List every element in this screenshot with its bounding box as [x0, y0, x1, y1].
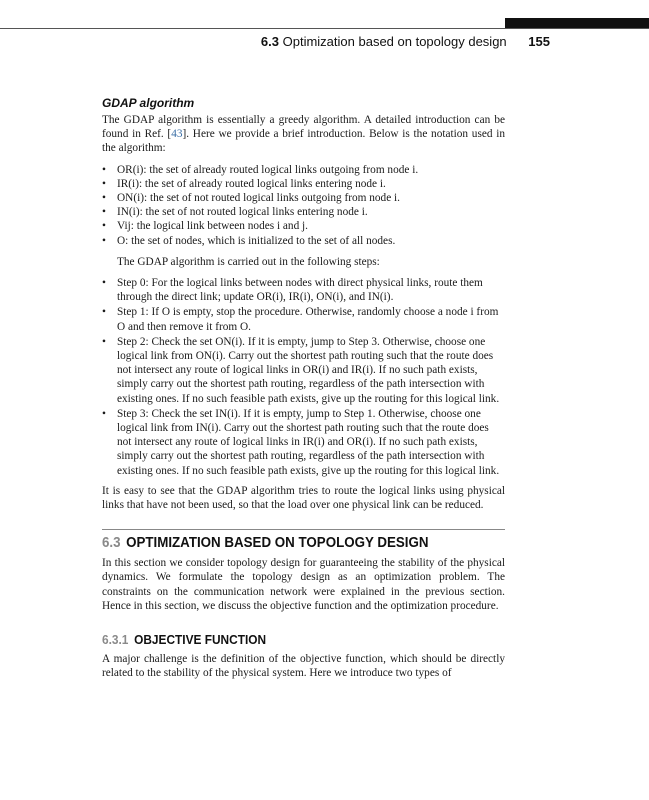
notation-item: • Vij: the logical link between nodes i and j.	[102, 219, 505, 233]
subsection-number: 6.3.1	[102, 633, 129, 648]
subsection-body: A major challenge is the definition of the objective function, which should be directly related to the stability of the physical system. Here we introduce two types of	[102, 653, 505, 680]
gdap-intro-post: ]. Here we provide a brief introduction. Below is the notation used in the algorithm:	[102, 128, 505, 155]
header-rule	[0, 28, 649, 29]
notation-item: • IN(i): the set of not routed logical links entering node i.	[102, 205, 505, 219]
steps-list	[102, 276, 505, 478]
section-number: 6.3	[102, 535, 121, 552]
section-divider	[102, 529, 505, 530]
gdap-conclusion: It is easy to see that the GDAP algorithm tries to route the logical links using physical links that have not been used, so that the load over one physical link can be reduced.	[102, 484, 505, 512]
notation-item: • IR(i): the set of already routed logical links entering node i.	[102, 177, 505, 191]
step-item: • Step 3: Check the set IN(i). If it is empty, jump to Step 1. Otherwise, choose one logical link from IN(i). Carry out the shortest path routing such that the route does not intersect any route of logical links in IR(i) and OR(i). If no such path exists, simply carry out the shortest path routing, regardless of the path intersection with existing ones. If no such feasible path exists, give up the routing for this logical link.	[102, 407, 505, 478]
running-head-title: Optimization based on topology design	[282, 34, 507, 49]
section-heading	[102, 535, 473, 551]
notation-item: • O: the set of nodes, which is initialized to the set of all nodes.	[102, 234, 505, 248]
page-number: 155	[528, 34, 550, 49]
running-head	[261, 34, 550, 49]
subsection-heading	[102, 633, 485, 647]
notation-item: • ON(i): the set of not routed logical links outgoing from node i.	[102, 191, 505, 205]
notation-item: • OR(i): the set of already routed logical links outgoing from node i.	[102, 163, 505, 177]
section-body: In this section we consider topology design for guaranteeing the stability of the physical dynamics. We formulate the topology design as an optimization problem. The constraints on the communication network were explained in the previous section. Hence in this section, we discuss the objective function and the optimization procedure.	[102, 557, 505, 612]
step-item: • Step 0: For the logical links between nodes with direct physical links, route them through the direct link; update OR(i), IR(i), ON(i), and IN(i).	[102, 276, 505, 304]
step-item: • Step 2: Check the set ON(i). If it is empty, jump to Step 3. Otherwise, choose one logical link from ON(i). Carry out the shortest path routing such that the route does not intersect any route of logical links in OR(i) and IR(i). If no such path exists, simply carry out the shortest path routing, regardless of the path intersection with existing ones. If no such feasible path exists, give up the routing for this logical link.	[102, 335, 505, 406]
running-head-section-number: 6.3	[260, 34, 279, 49]
subsection-title: OBJECTIVE FUNCTION	[134, 633, 267, 648]
section-title: OPTIMIZATION BASED ON TOPOLOGY DESIGN	[126, 535, 429, 552]
page-content	[102, 96, 505, 681]
gdap-intro	[102, 113, 505, 156]
steps-intro: The GDAP algorithm is carried out in the following steps:	[117, 255, 380, 268]
reference-link[interactable]: 43	[171, 128, 183, 141]
notation-list	[102, 163, 505, 248]
step-item: • Step 1: If O is empty, stop the procedure. Otherwise, randomly choose a node i from O and then remove it from O.	[102, 305, 505, 333]
gdap-intro-pre: The GDAP algorithm is essentially a greedy algorithm. A detailed introduction can be found in Ref. [	[102, 114, 505, 141]
gdap-heading: GDAP algorithm	[102, 96, 195, 110]
